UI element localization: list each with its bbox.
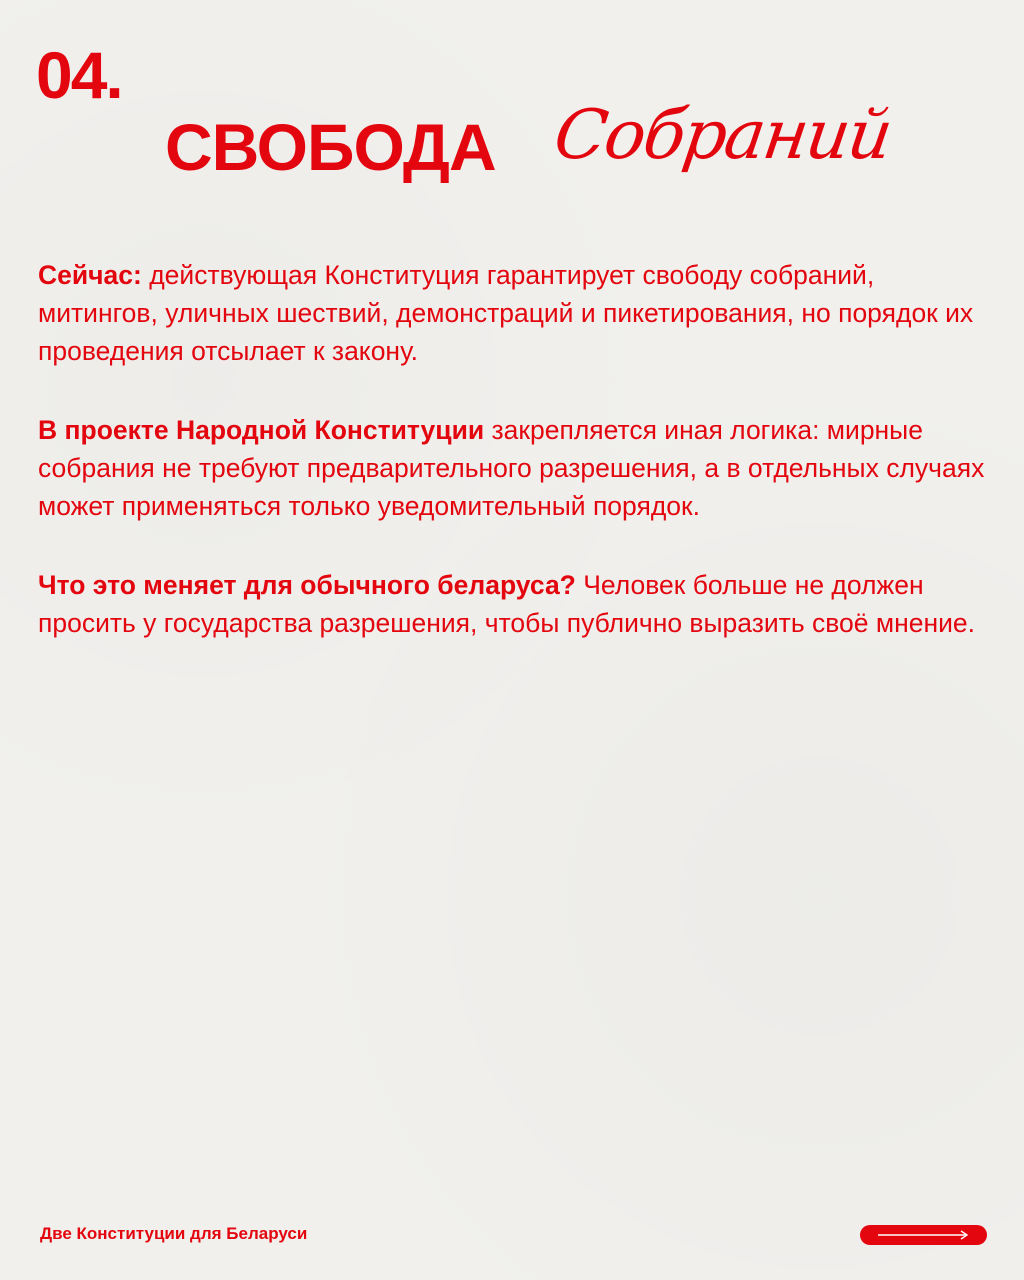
arrow-right-icon [878,1229,970,1241]
next-button[interactable] [860,1225,987,1245]
paragraph-lead: В проекте Народной Конституции [38,415,485,445]
section-number: 04. [36,38,122,112]
title-main: СВОБОДА [165,110,496,184]
paragraph-text: Человек больше не должен просить у государства разрешения, чтобы публично выразить своё мнение. [38,570,975,638]
paragraph-text: закрепляется иная логика: мирные собрания не требуют предварительного разрешения, а в отдельных случаях может применяться только уведомительный порядок. [38,415,985,521]
paragraph-project [38,411,998,525]
paragraph-impact [38,566,998,642]
paragraph-lead: Сейчас: [38,260,142,290]
footer-label: Две Конституции для Беларуси [40,1224,308,1243]
paragraph-text: действующая Конституция гарантирует свободу собраний, митингов, уличных шествий, демонстраций и пикетирования, но порядок их проведения отсылает к закону. [38,260,974,366]
page-title [165,96,925,200]
content [38,256,998,683]
paragraph-current [38,256,998,370]
paragraph-lead: Что это меняет для обычного беларуса? [38,570,576,600]
title-script: Собраний [549,96,896,175]
